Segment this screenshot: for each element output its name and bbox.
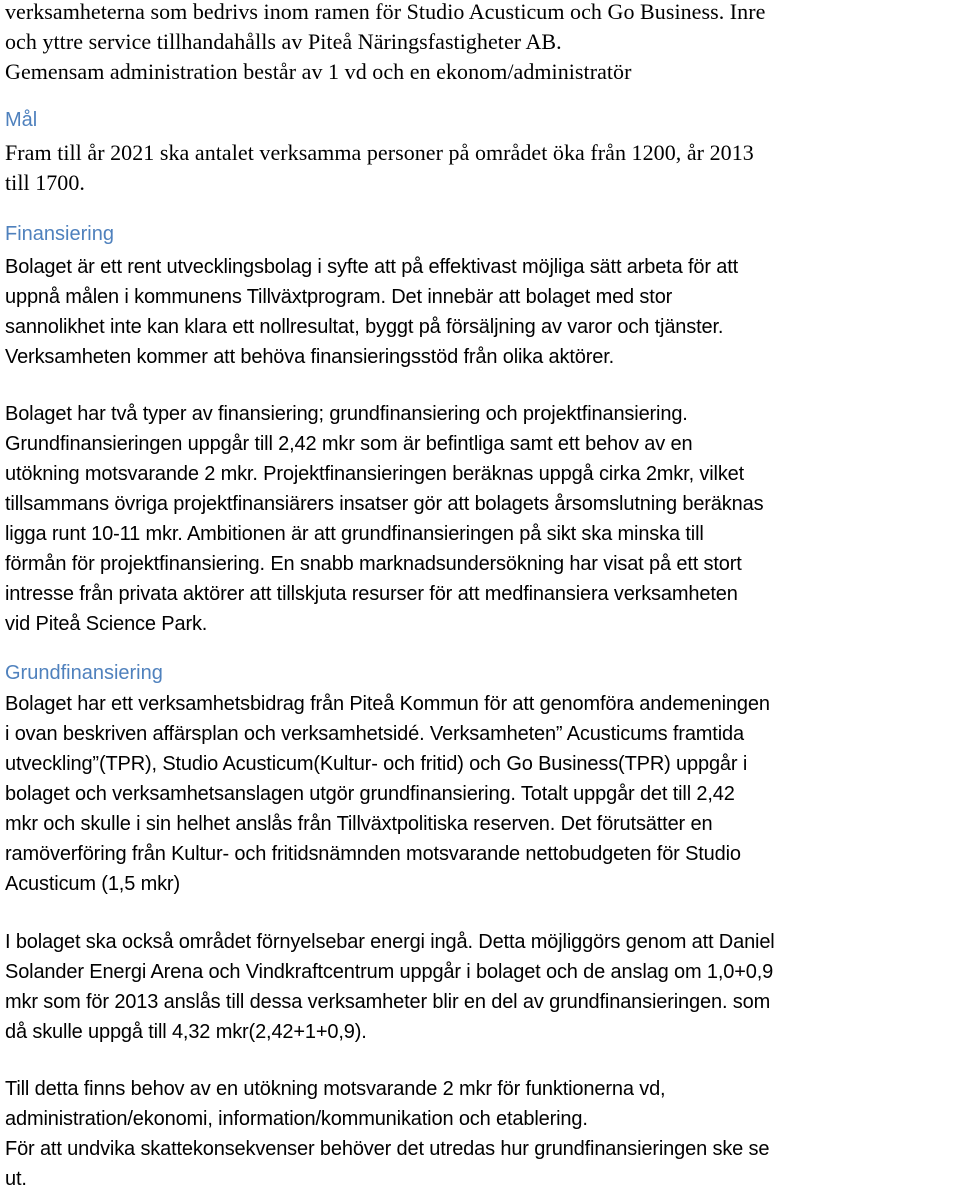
text-line: Fram till år 2021 ska antalet verksamma personer på området öka från 1200, år 2013	[5, 140, 754, 165]
mal-paragraph	[5, 138, 754, 198]
text-line: Solander Energi Arena och Vindkraftcentrum uppgår i bolaget och de anslag om 1,0+0,9	[5, 961, 774, 983]
finansiering-paragraph-2	[5, 399, 763, 639]
grundfinansiering-paragraph-1	[5, 689, 770, 899]
text-line: Till detta finns behov av en utökning motsvarande 2 mkr för funktionerna vd,	[5, 1078, 666, 1100]
text-line: vid Piteå Science Park.	[5, 613, 208, 635]
text-line: tillsammans övriga projektfinansiärers insatser gör att bolagets årsomslutning beräknas	[5, 493, 764, 515]
grundfinansiering-paragraph-2	[5, 927, 775, 1047]
text-line: intresse från privata aktörer att tillskjuta resurser för att medfinansiera verksamheten	[5, 583, 738, 605]
text-line: i ovan beskriven affärsplan och verksamhetsidé. Verksamheten” Acusticums framtida	[5, 723, 744, 745]
text-line: mkr som för 2013 anslås till dessa verksamheter blir en del av grundfinansieringen. som	[5, 991, 771, 1013]
text-line: ligga runt 10-11 mkr. Ambitionen är att grundfinansieringen på sikt ska minska till	[5, 523, 704, 545]
text-line: Bolaget har ett verksamhetsbidrag från Piteå Kommun för att genomföra andemeningen	[5, 693, 770, 715]
heading-mal: Mål	[5, 109, 38, 131]
text-line: då skulle uppgå till 4,32 mkr(2,42+1+0,9).	[5, 1021, 367, 1043]
text-line: Bolaget har två typer av finansiering; grundfinansiering och projektfinansiering.	[5, 403, 688, 425]
text-line: sannolikhet inte kan klara ett nollresultat, byggt på försäljning av varor och tjänster.	[5, 316, 724, 338]
text-line: I bolaget ska också området förnyelsebar energi ingå. Detta möjliggörs genom att Daniel	[5, 931, 775, 953]
intro-paragraph	[5, 0, 765, 87]
text-line: till 1700.	[5, 170, 85, 195]
text-line: och yttre service tillhandahålls av Piteå Näringsfastigheter AB.	[5, 29, 562, 54]
text-line: administration/ekonomi, information/kommunikation och etablering.	[5, 1108, 588, 1130]
text-line: utveckling”(TPR), Studio Acusticum(Kultur- och fritid) och Go Business(TPR) uppgår i	[5, 753, 748, 775]
text-line: ut.	[5, 1168, 27, 1190]
text-line: mkr och skulle i sin helhet anslås från Tillväxtpolitiska reserven. Det förutsätter en	[5, 813, 713, 835]
text-line: Acusticum (1,5 mkr)	[5, 873, 180, 895]
finansiering-paragraph-1	[5, 252, 738, 372]
heading-finansiering: Finansiering	[5, 223, 114, 245]
text-line: utökning motsvarande 2 mkr. Projektfinansieringen beräknas uppgå cirka 2mkr, vilket	[5, 463, 745, 485]
text-line: För att undvika skattekonsekvenser behöver det utredas hur grundfinansieringen ske se	[5, 1138, 770, 1160]
text-line: bolaget och verksamhetsanslagen utgör grundfinansiering. Totalt uppgår det till 2,42	[5, 783, 735, 805]
text-line: verksamheterna som bedrivs inom ramen för Studio Acusticum och Go Business. Inre	[5, 0, 766, 24]
text-line: Verksamheten kommer att behöva finansieringsstöd från olika aktörer.	[5, 346, 615, 368]
text-line: Bolaget är ett rent utvecklingsbolag i syfte att på effektivast möjliga sätt arbeta för att	[5, 256, 739, 278]
heading-grundfinansiering: Grundfinansiering	[5, 662, 163, 684]
text-line: Gemensam administration består av 1 vd och en ekonom/administratör	[5, 59, 632, 84]
text-line: uppnå målen i kommunens Tillväxtprogram. Det innebär att bolaget med stor	[5, 286, 673, 308]
text-line: Grundfinansieringen uppgår till 2,42 mkr som är befintliga samt ett behov av en	[5, 433, 693, 455]
text-line: ramöverföring från Kultur- och fritidsnämnden motsvarande nettobudgeten för Studio	[5, 843, 741, 865]
text-line: förmån för projektfinansiering. En snabb marknadsundersökning har visat på ett stort	[5, 553, 742, 575]
grundfinansiering-paragraph-3	[5, 1074, 769, 1194]
